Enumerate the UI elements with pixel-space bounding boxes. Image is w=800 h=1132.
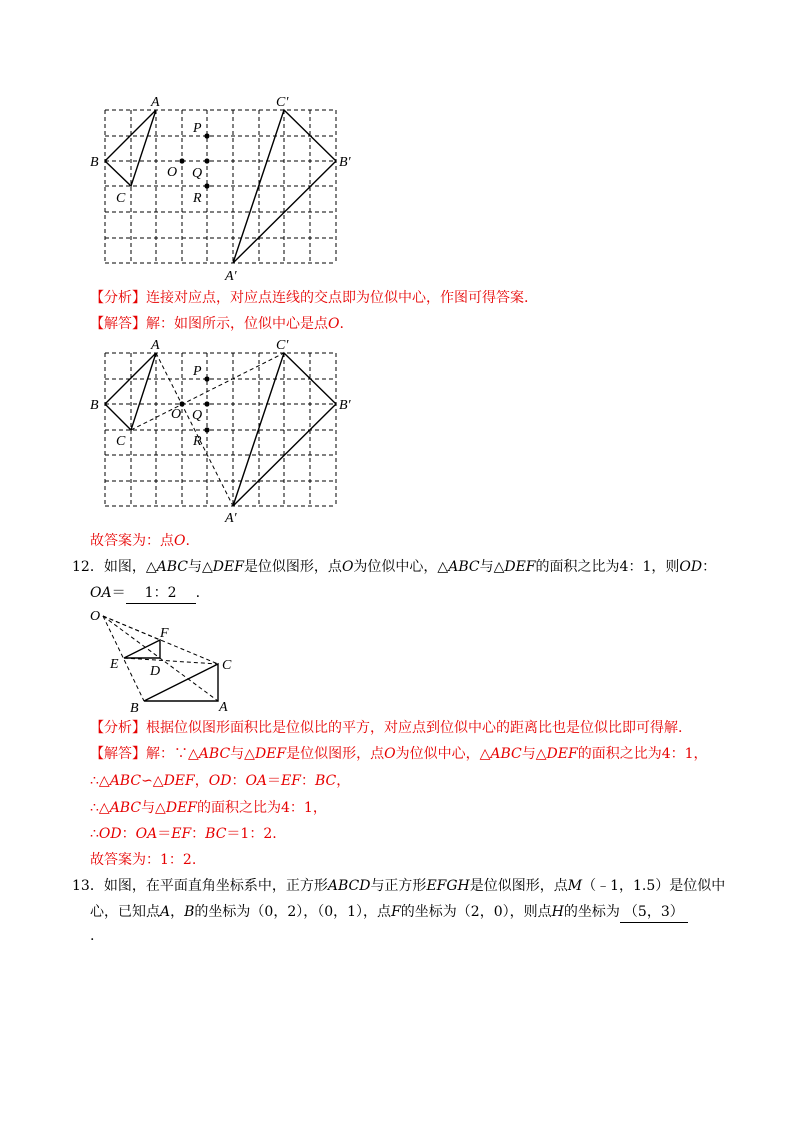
label-r: R — [193, 191, 202, 206]
stem-text: 如图，在平面直角坐标系中，正方形 — [103, 878, 328, 894]
label-b: B — [90, 398, 99, 413]
solution-var: ABC — [109, 800, 142, 816]
stem-var: DEF — [504, 559, 536, 575]
stem-text: ： — [702, 559, 717, 575]
solution-text: 解：如图所示，位似中心是点 — [146, 316, 328, 332]
analysis-text: 连接对应点，对应点连线的交点即为位似中心，作图可得答案. — [146, 290, 529, 306]
point-r — [204, 427, 209, 432]
label-a: A — [151, 95, 160, 110]
solution-tag: 【解答】 — [90, 746, 146, 762]
solution-var: OD — [98, 826, 122, 842]
analysis-tag: 【分析】 — [90, 720, 146, 736]
label-b-prime: B′ — [339, 398, 351, 413]
label-d: D — [150, 664, 161, 679]
stem-text: 的坐标为 — [563, 904, 620, 920]
q13-stem-line-3: . — [90, 928, 95, 944]
stem-text: 为位似中心，△ — [353, 559, 449, 575]
label-o: O — [171, 407, 182, 422]
q12-stem-line-1 — [72, 557, 716, 577]
solution-text: ： — [231, 773, 246, 789]
q12-answer: 故答案为：1：2. — [90, 852, 197, 868]
solution-tag: 【解答】 — [90, 316, 146, 332]
label-c-prime: C′ — [276, 338, 289, 353]
point-r — [204, 183, 209, 188]
solution-text: ∴△ — [90, 800, 110, 816]
label-c: C — [222, 658, 232, 673]
q12-analysis — [90, 718, 682, 738]
point-q — [204, 401, 209, 406]
solution-text: ＝ — [267, 773, 282, 789]
solution-text: ， — [194, 773, 209, 789]
stem-text: 与△ — [187, 559, 213, 575]
label-b-prime: B′ — [339, 155, 351, 170]
solution-var: O — [384, 746, 396, 762]
analysis-text: 根据位似图形面积比是位似比的平方，对应点到位似中心的距离比也是位似比即可得解. — [146, 720, 683, 736]
solution-text: ＝ — [157, 826, 172, 842]
stem-text: 是位似图形，点 — [243, 559, 342, 575]
label-p: P — [193, 121, 202, 136]
solution-point: O — [328, 316, 340, 332]
stem-text: 如图，△ — [103, 559, 157, 575]
ray-o-f — [103, 616, 160, 640]
label-q: Q — [192, 408, 203, 423]
stem-text: 的坐标为（0，2），（0，1），点 — [194, 904, 392, 920]
answer-prefix: 故答案为：点 — [90, 533, 174, 549]
label-a: A — [151, 338, 160, 353]
solution-var: OD — [208, 773, 232, 789]
label-b: B — [90, 155, 99, 170]
q13-stem-line-1 — [72, 876, 725, 896]
point-q — [204, 158, 209, 163]
q13-stem-line-2 — [90, 902, 688, 923]
solution-text: 与△ — [141, 800, 166, 816]
stem-var: EFGH — [426, 878, 470, 894]
solution-text: 的面积之比为4：1， — [577, 746, 708, 762]
stem-var: OD — [679, 559, 703, 575]
stem-var: O — [341, 559, 354, 575]
answer-point: O — [174, 533, 186, 549]
q12-solution-line-2 — [90, 771, 350, 791]
solution-text: ∴△ — [90, 773, 110, 789]
stem-var: A — [160, 904, 171, 920]
stem-var: F — [391, 904, 401, 920]
q11-figure-1 — [86, 88, 356, 288]
solution-var: DEF — [254, 746, 287, 762]
stem-end: . — [195, 585, 201, 601]
grid — [105, 353, 336, 506]
label-a-prime: A′ — [225, 511, 237, 526]
stem-text: 与△ — [479, 559, 505, 575]
stem-text: 的面积之比为4：1，则 — [535, 559, 680, 575]
solution-text: 是位似图形，点 — [286, 746, 385, 762]
solution-text: ： — [191, 826, 206, 842]
question-number: 12． — [72, 559, 104, 575]
label-o: O — [167, 165, 178, 180]
solution-var: ABC — [490, 746, 522, 762]
answer-blank: 1：2 — [126, 583, 196, 604]
label-b: B — [130, 701, 139, 716]
solution-text: ， — [336, 773, 351, 789]
question-number: 13． — [72, 878, 104, 894]
stem-var: M — [567, 878, 583, 894]
solution-var: ABC — [198, 746, 231, 762]
stem-text: （﹣1，1.5）是位似中 — [582, 878, 726, 894]
point-o — [179, 401, 184, 406]
solution-text: ＝1：2. — [226, 826, 277, 842]
point-o — [179, 158, 184, 163]
label-f: F — [160, 626, 169, 641]
solution-text: 的面积之比为4：1， — [197, 800, 327, 816]
segment-e-c — [124, 658, 218, 664]
solution-text: 与△ — [230, 746, 255, 762]
stem-eq: ＝ — [111, 585, 126, 601]
stem-var: OA — [90, 585, 112, 601]
solution-var: OA — [245, 773, 268, 789]
stem-text: ， — [170, 904, 185, 920]
stem-text: 与正方形 — [370, 878, 427, 894]
stem-var: B — [184, 904, 195, 920]
label-a-prime: A′ — [225, 269, 237, 284]
stem-var: ABC — [448, 559, 480, 575]
solution-var: OA — [135, 826, 158, 842]
stem-text: 是位似图形，点 — [469, 878, 568, 894]
solution-text: 解：∵△ — [146, 746, 199, 762]
label-q: Q — [192, 166, 203, 181]
q12-solution-line-1 — [90, 744, 708, 764]
label-c: C — [116, 434, 126, 449]
answer-blank: （5，3） — [620, 902, 688, 923]
solution-var: BC — [314, 773, 337, 789]
point-p — [204, 376, 209, 381]
solution-var: EF — [281, 773, 301, 789]
stem-var: ABCD — [327, 878, 371, 894]
q11-solution — [90, 314, 344, 334]
solution-var: DEF — [546, 746, 578, 762]
solution-text: 为位似中心，△ — [395, 746, 491, 762]
solution-text: 与△ — [521, 746, 547, 762]
solution-text: ∴ — [90, 826, 99, 842]
stem-text: 心，已知点 — [90, 904, 160, 920]
q12-solution-line-4 — [90, 824, 277, 844]
label-c-prime: C′ — [276, 95, 289, 110]
q11-figure-2 — [86, 334, 356, 530]
label-c: C — [116, 191, 126, 206]
q11-answer — [90, 531, 190, 551]
solution-text: ： — [121, 826, 136, 842]
label-e: E — [110, 657, 119, 672]
q12-solution-line-3 — [90, 798, 327, 818]
stem-var: DEF — [212, 559, 244, 575]
label-p: P — [193, 364, 202, 379]
stem-var: H — [551, 904, 564, 920]
stem-text: 的坐标为（2，0），则点 — [400, 904, 552, 920]
solution-text: ∽△ — [141, 773, 164, 789]
solution-var: ABC — [109, 773, 142, 789]
analysis-tag: 【分析】 — [90, 290, 146, 306]
point-p — [204, 133, 209, 138]
solution-end: . — [339, 316, 344, 332]
solution-var: DEF — [165, 800, 198, 816]
q12-figure — [84, 600, 244, 718]
solution-var: BC — [205, 826, 227, 842]
label-a: A — [219, 700, 228, 715]
answer-end: . — [185, 533, 190, 549]
q11-analysis — [90, 288, 528, 308]
solution-var: EF — [171, 826, 192, 842]
solution-var: DEF — [163, 773, 195, 789]
label-o: O — [90, 609, 101, 624]
solution-text: ： — [300, 773, 315, 789]
triangle-def — [124, 640, 160, 658]
stem-var: ABC — [156, 559, 188, 575]
grid — [105, 110, 336, 263]
label-r: R — [193, 434, 202, 449]
